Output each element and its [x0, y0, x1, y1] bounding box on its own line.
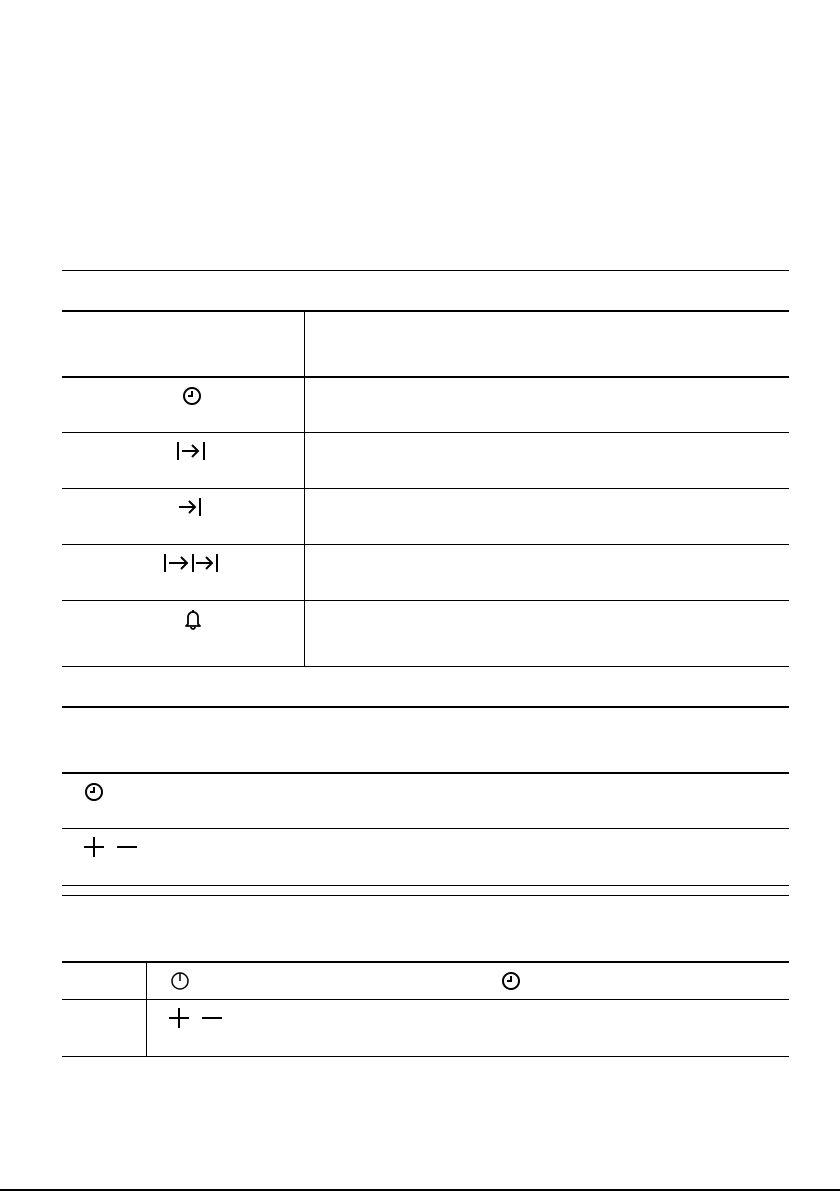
table-bottom-rule: [62, 1056, 789, 1057]
table-row-rule: [62, 432, 789, 433]
minus-icon: [116, 836, 138, 858]
table-rule: [62, 270, 789, 271]
table-row-rule: [62, 544, 789, 545]
table-header-bottom-rule: [62, 376, 789, 378]
table-bottom-rule: [62, 666, 789, 667]
minus-icon: [201, 1007, 223, 1029]
plus-icon: [168, 1007, 190, 1029]
table-row-rule: [62, 600, 789, 601]
clock-icon: [501, 971, 521, 991]
table-row-rule: [62, 488, 789, 489]
end-time-icon: [178, 497, 204, 517]
bell-icon: [183, 609, 203, 629]
duration-icon: [176, 441, 206, 461]
page-bottom-edge: [0, 1189, 840, 1191]
table-header-rule: [62, 961, 789, 963]
table-row-rule: [62, 828, 789, 829]
table-bottom-rule: [62, 885, 789, 886]
power-icon: [170, 971, 190, 991]
table-rule: [62, 895, 789, 896]
column-divider: [304, 311, 305, 666]
time-delay-icon: [163, 553, 219, 573]
table-header-rule: [62, 706, 789, 708]
table-header-bottom-rule: [62, 772, 789, 774]
clock-icon: [84, 782, 104, 802]
table-row-rule: [62, 999, 789, 1000]
column-divider: [146, 962, 147, 1056]
table-header-rule: [62, 310, 789, 312]
plus-icon: [83, 836, 105, 858]
clock-icon: [182, 386, 202, 406]
